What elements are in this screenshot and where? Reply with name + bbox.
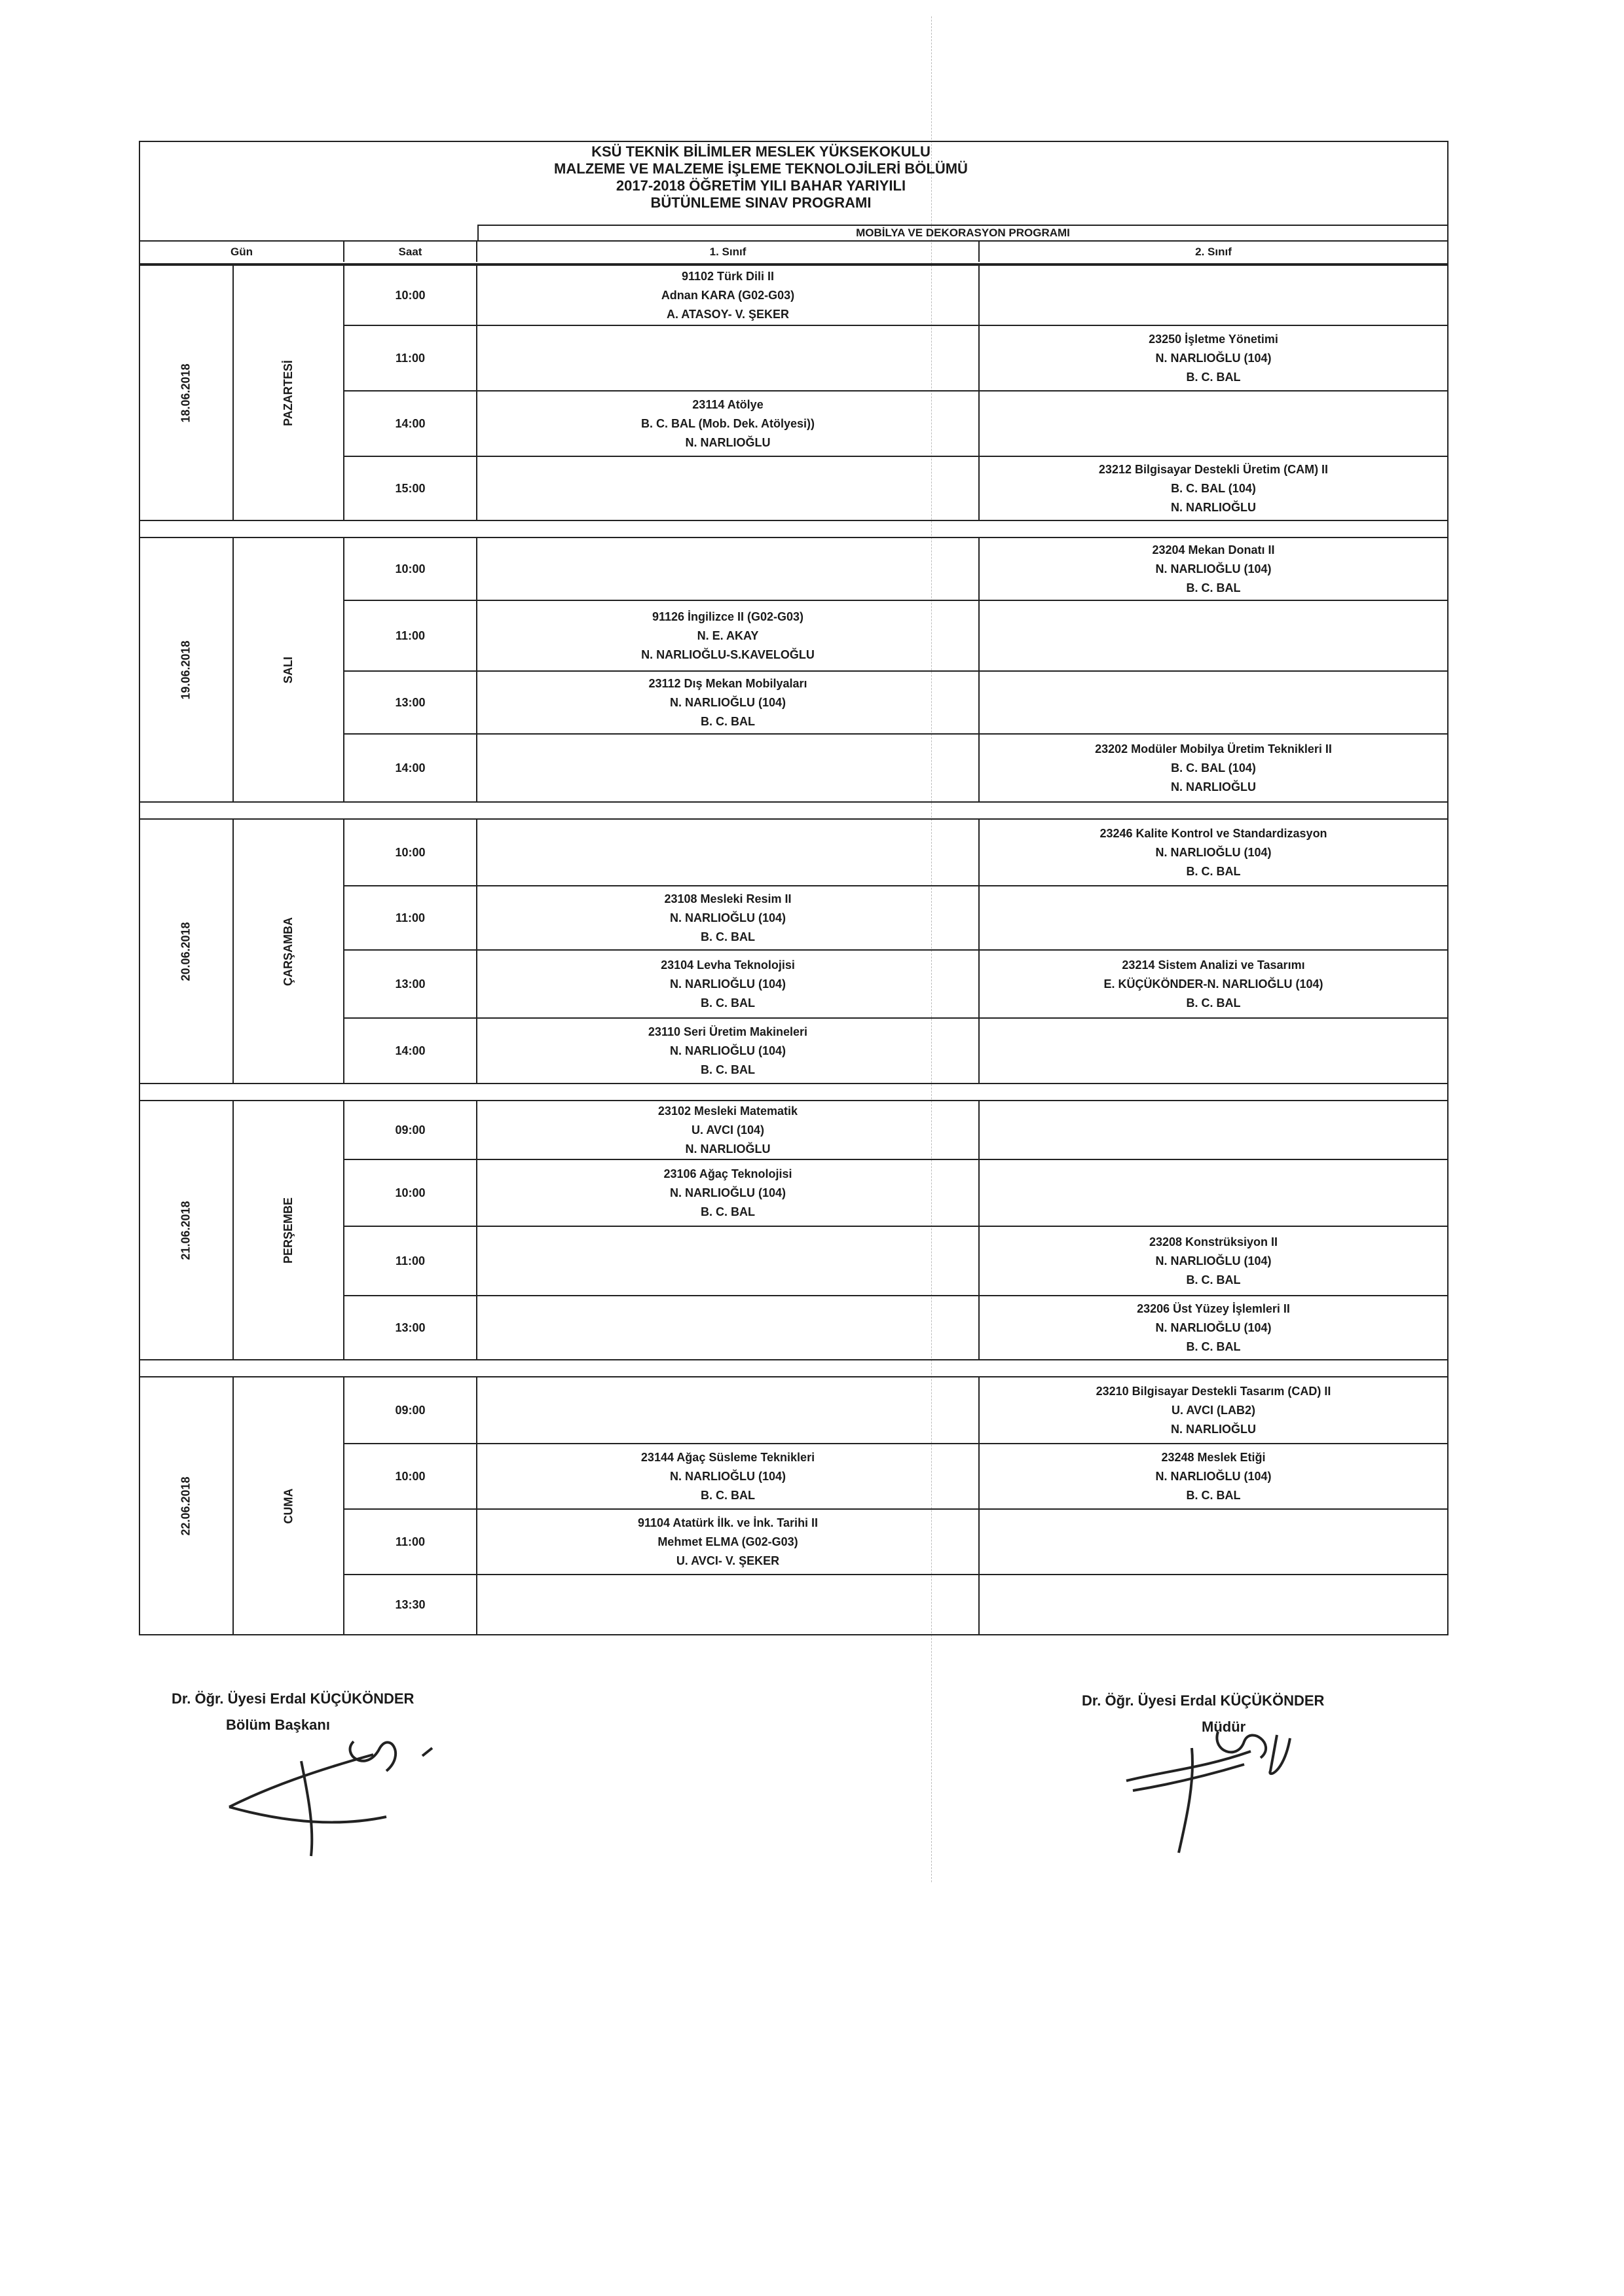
slot-time: 09:00 [344, 1101, 477, 1159]
cell-line: N. NARLIOĞLU (104) [1155, 562, 1272, 575]
cell-content [980, 1019, 1447, 1083]
cell-content [477, 392, 978, 456]
cell-content [477, 735, 978, 801]
cell-sinif2 [980, 1575, 1447, 1634]
cell-line: 23212 Bilgisayar Destekli Üretim (CAM) II [1098, 462, 1329, 476]
cell-content [980, 457, 1447, 520]
slot-time: 09:00 [344, 1377, 477, 1443]
cell-sinif1 [477, 1019, 980, 1083]
cell-line: 91126 İngilizce II (G02-G03) [652, 610, 804, 623]
cell-line: N. NARLIOĞLU (104) [669, 911, 786, 924]
cell-content [477, 1227, 978, 1295]
cell-line: Adnan KARA (G02-G03) [661, 288, 795, 302]
cell-line: B. C. BAL [1186, 1273, 1241, 1286]
cell-line: N. NARLIOĞLU [1171, 500, 1256, 514]
cell-content [477, 672, 978, 733]
day-name-label: SALI [281, 656, 295, 683]
day-separator [139, 1084, 1449, 1101]
cell-sinif2 [980, 1444, 1447, 1508]
cell-content [477, 1160, 978, 1226]
cell-content [477, 1575, 978, 1634]
cell-line: 23104 Levha Teknolojisi [661, 958, 795, 972]
cell-line: B. C. BAL (104) [1171, 481, 1256, 495]
cell-sinif1 [477, 1444, 980, 1508]
cell-line: 23248 Meslek Etiği [1161, 1450, 1266, 1464]
cell-line: N. NARLIOĞLU (104) [669, 977, 786, 991]
cell-content [477, 601, 978, 670]
cell-content [477, 1296, 978, 1359]
time-slot-row [344, 1227, 1447, 1296]
time-slot-row [344, 1575, 1447, 1634]
cell-sinif2 [980, 1296, 1447, 1359]
cell-line: 23250 İşletme Yönetimi [1149, 332, 1278, 346]
cell-line: B. C. BAL (104) [1171, 761, 1256, 774]
cell-content [477, 1101, 978, 1159]
cell-content [980, 672, 1447, 733]
cell-content [980, 538, 1447, 600]
slot-time: 10:00 [344, 266, 477, 325]
left-signature-mark [210, 1709, 458, 1859]
cell-line: N. NARLIOĞLU [685, 1142, 771, 1156]
day-name [234, 538, 344, 801]
header-line-school: KSÜ TEKNİK BİLİMLER MESLEK YÜKSEKOKULU [591, 143, 931, 160]
cell-sinif1 [477, 1227, 980, 1295]
day-date-label: 21.06.2018 [179, 1200, 193, 1260]
cell-line: 23114 Atölye [692, 397, 764, 411]
cell-sinif2 [980, 392, 1447, 456]
cell-sinif1 [477, 326, 980, 390]
cell-content [477, 457, 978, 520]
schedule-header [140, 142, 1447, 264]
time-slot-row [344, 820, 1447, 886]
time-slot-row [344, 1377, 1447, 1444]
cell-sinif2 [980, 538, 1447, 600]
slot-time: 14:00 [344, 1019, 477, 1083]
day-date-label: 18.06.2018 [179, 363, 193, 423]
cell-line: N. NARLIOĞLU (104) [1155, 1321, 1272, 1334]
cell-line: 23246 Kalite Kontrol ve Standardizasyon [1099, 826, 1327, 840]
cell-line: 23214 Sistem Analizi ve Tasarımı [1122, 958, 1305, 972]
cell-content [980, 735, 1447, 801]
cell-sinif2 [980, 1019, 1447, 1083]
col-header-sinif2: 2. Sınıf [980, 240, 1447, 262]
slot-time: 10:00 [344, 1160, 477, 1226]
cell-line: A. ATASOY- V. ŞEKER [666, 307, 790, 321]
cell-line: 23204 Mekan Donatı II [1152, 543, 1275, 556]
cell-line: N. NARLIOĞLU (104) [1155, 1254, 1272, 1267]
day-date-label: 19.06.2018 [179, 640, 193, 700]
slot-time: 13:00 [344, 1296, 477, 1359]
slot-time: 13:00 [344, 672, 477, 733]
cell-sinif1 [477, 457, 980, 520]
day-separator [139, 521, 1449, 538]
cell-sinif2 [980, 886, 1447, 949]
time-slot-row [344, 886, 1447, 951]
schedule-header-frame [139, 141, 1449, 266]
cell-line: 23144 Ağaç Süsleme Teknikleri [640, 1450, 815, 1464]
col-header-gun: Gün [140, 240, 344, 262]
cell-line: N. NARLIOĞLU [685, 435, 771, 449]
time-slot-row [344, 1160, 1447, 1227]
time-slot-row [344, 266, 1447, 326]
day-name [234, 1377, 344, 1634]
day-name-label: PERŞEMBE [282, 1197, 295, 1264]
time-slot-row [344, 1101, 1447, 1160]
cell-sinif2 [980, 1377, 1447, 1443]
day-date [140, 820, 234, 1083]
cell-line: B. C. BAL [1186, 1339, 1241, 1353]
cell-content [980, 1101, 1447, 1159]
cell-sinif1 [477, 1510, 980, 1574]
cell-sinif1 [477, 538, 980, 600]
cell-line: N. NARLIOĞLU-S.KAVELOĞLU [641, 647, 815, 661]
day-name-label: CUMA [282, 1488, 295, 1523]
cell-sinif1 [477, 266, 980, 325]
cell-sinif1 [477, 820, 980, 885]
cell-sinif2 [980, 1227, 1447, 1295]
cell-content [980, 1296, 1447, 1359]
day-date-label: 22.06.2018 [179, 1476, 193, 1536]
cell-sinif1 [477, 1377, 980, 1443]
cell-sinif2 [980, 735, 1447, 801]
cell-content [980, 1575, 1447, 1634]
day-block [139, 538, 1449, 803]
col-header-sinif1: 1. Sınıf [477, 240, 980, 262]
slot-time: 13:30 [344, 1575, 477, 1634]
cell-sinif1 [477, 735, 980, 801]
cell-line: B. C. BAL [1186, 581, 1241, 594]
cell-line: B. C. BAL [1186, 370, 1241, 384]
cell-line: N. NARLIOĞLU (104) [669, 695, 786, 709]
cell-line: N. NARLIOĞLU (104) [1155, 1469, 1272, 1483]
time-slot-row [344, 1510, 1447, 1575]
cell-sinif2 [980, 457, 1447, 520]
time-slot-row [344, 951, 1447, 1019]
cell-content [477, 951, 978, 1017]
day-blocks [139, 266, 1449, 1635]
time-slot-row [344, 1296, 1447, 1359]
cell-line: B. C. BAL [701, 996, 755, 1010]
slot-time: 14:00 [344, 392, 477, 456]
cell-content [477, 820, 978, 885]
cell-content [477, 266, 978, 325]
cell-sinif1 [477, 886, 980, 949]
day-name-label: ÇARŞAMBA [282, 917, 295, 986]
program-name: MOBİLYA VE DEKORASYON PROGRAMI [477, 225, 1447, 240]
slot-time: 11:00 [344, 1227, 477, 1295]
cell-content [477, 538, 978, 600]
cell-line: 91102 Türk Dili II [681, 269, 775, 283]
cell-content [477, 1377, 978, 1443]
cell-line: 23208 Konstrüksiyon II [1149, 1235, 1278, 1248]
day-date-label: 20.06.2018 [179, 921, 193, 981]
cell-sinif2 [980, 1510, 1447, 1574]
cell-line: N. NARLIOĞLU (104) [669, 1469, 786, 1483]
header-line-department: MALZEME VE MALZEME İŞLEME TEKNOLOJİLERİ BÖLÜMÜ [554, 160, 968, 177]
day-date [140, 1377, 234, 1634]
cell-line: B. C. BAL [701, 1205, 755, 1218]
slot-time: 10:00 [344, 538, 477, 600]
cell-line: B. C. BAL [1186, 996, 1241, 1010]
day-block [139, 266, 1449, 521]
cell-sinif1 [477, 1101, 980, 1159]
cell-line: N. NARLIOĞLU (104) [669, 1186, 786, 1199]
day-name-label: PAZARTESİ [281, 359, 295, 426]
time-slot-row [344, 672, 1447, 735]
cell-content [477, 1019, 978, 1083]
cell-line: N. NARLIOĞLU (104) [1155, 351, 1272, 365]
right-signature-mark [1113, 1712, 1310, 1856]
cell-sinif2 [980, 672, 1447, 733]
slot-time: 14:00 [344, 735, 477, 801]
time-slot-row [344, 392, 1447, 457]
cell-line: 23102 Mesleki Matematik [657, 1104, 798, 1118]
day-block [139, 1101, 1449, 1360]
cell-line: B. C. BAL [701, 1063, 755, 1076]
cell-line: B. C. BAL [701, 1488, 755, 1502]
cell-sinif2 [980, 820, 1447, 885]
cell-line: 23108 Mesleki Resim II [664, 892, 792, 905]
cell-line: B. C. BAL [1186, 1488, 1241, 1502]
cell-line: 23110 Seri Üretim Makineleri [648, 1025, 808, 1038]
cell-sinif1 [477, 1575, 980, 1634]
cell-content [980, 326, 1447, 390]
cell-line: N. NARLIOĞLU [1171, 1422, 1256, 1436]
slot-time: 11:00 [344, 886, 477, 949]
cell-sinif2 [980, 266, 1447, 325]
cell-content [980, 951, 1447, 1017]
slot-time: 11:00 [344, 326, 477, 390]
cell-content [477, 1444, 978, 1508]
left-signature-title: Bölüm Başkanı [226, 1717, 330, 1733]
cell-content [980, 1377, 1447, 1443]
exam-schedule [139, 141, 1449, 1635]
time-slot-row [344, 1019, 1447, 1083]
time-slot-row [344, 735, 1447, 801]
cell-content [980, 1227, 1447, 1295]
cell-content [980, 392, 1447, 456]
cell-line: N. E. AKAY [697, 629, 759, 642]
cell-line: 23206 Üst Yüzey İşlemleri II [1137, 1302, 1290, 1315]
time-slot-row [344, 601, 1447, 672]
cell-line: 23210 Bilgisayar Destekli Tasarım (CAD) II [1096, 1384, 1331, 1398]
slot-time: 11:00 [344, 601, 477, 670]
cell-sinif2 [980, 951, 1447, 1017]
slot-time: 10:00 [344, 1444, 477, 1508]
time-slot-row [344, 1444, 1447, 1510]
cell-line: B. C. BAL [1186, 864, 1241, 878]
cell-content [980, 886, 1447, 949]
cell-sinif1 [477, 951, 980, 1017]
day-separator [139, 803, 1449, 820]
slot-time: 15:00 [344, 457, 477, 520]
cell-line: B. C. BAL [701, 930, 755, 943]
column-headers [140, 240, 1447, 262]
day-name [234, 1101, 344, 1359]
cell-line: E. KÜÇÜKÖNDER-N. NARLIOĞLU (104) [1103, 977, 1323, 991]
cell-sinif1 [477, 672, 980, 733]
day-block [139, 820, 1449, 1084]
day-date [140, 1101, 234, 1359]
header-line-title: BÜTÜNLEME SINAV PROGRAMI [650, 194, 872, 211]
header-line-term: 2017-2018 ÖĞRETİM YILI BAHAR YARIYILI [616, 177, 906, 194]
cell-sinif1 [477, 601, 980, 670]
cell-line: U. AVCI- V. ŞEKER [676, 1554, 780, 1567]
cell-line: N. NARLIOĞLU (104) [1155, 845, 1272, 859]
left-signature-name: Dr. Öğr. Üyesi Erdal KÜÇÜKÖNDER [172, 1690, 415, 1707]
cell-line: B. C. BAL [701, 714, 755, 728]
cell-sinif2 [980, 1160, 1447, 1226]
cell-line: B. C. BAL (Mob. Dek. Atölyesi)) [640, 416, 815, 430]
cell-content [980, 266, 1447, 325]
day-separator [139, 1360, 1449, 1377]
cell-line: 91104 Atatürk İlk. ve İnk. Tarihi II [637, 1516, 819, 1529]
cell-sinif1 [477, 1296, 980, 1359]
cell-sinif2 [980, 1101, 1447, 1159]
day-date [140, 538, 234, 801]
time-slot-row [344, 326, 1447, 392]
day-date [140, 266, 234, 520]
time-slot-row [344, 457, 1447, 520]
cell-sinif2 [980, 601, 1447, 670]
cell-line: 23112 Dış Mekan Mobilyaları [648, 676, 807, 690]
day-name [234, 266, 344, 520]
cell-line: U. AVCI (104) [691, 1123, 765, 1137]
cell-line: 23106 Ağaç Teknolojisi [663, 1167, 792, 1180]
cell-content [477, 886, 978, 949]
cell-content [980, 1160, 1447, 1226]
col-header-saat: Saat [344, 240, 477, 262]
cell-line: Mehmet ELMA (G02-G03) [657, 1535, 798, 1548]
slot-time: 10:00 [344, 820, 477, 885]
cell-content [980, 601, 1447, 670]
cell-line: 23202 Modüler Mobilya Üretim Teknikleri II [1095, 742, 1332, 756]
cell-content [477, 1510, 978, 1574]
cell-content [980, 1510, 1447, 1574]
cell-line: N. NARLIOĞLU (104) [669, 1044, 786, 1057]
cell-sinif1 [477, 392, 980, 456]
cell-content [980, 820, 1447, 885]
cell-content [980, 1444, 1447, 1508]
day-name [234, 820, 344, 1083]
slot-time: 13:00 [344, 951, 477, 1017]
slot-time: 11:00 [344, 1510, 477, 1574]
time-slot-row [344, 538, 1447, 601]
cell-line: U. AVCI (LAB2) [1172, 1403, 1255, 1417]
right-signature-name: Dr. Öğr. Üyesi Erdal KÜÇÜKÖNDER [1082, 1692, 1325, 1709]
cell-sinif2 [980, 326, 1447, 390]
cell-content [477, 326, 978, 390]
right-signature-title: Müdür [1202, 1719, 1246, 1735]
day-block [139, 1377, 1449, 1635]
cell-line: N. NARLIOĞLU [1171, 780, 1256, 793]
cell-sinif1 [477, 1160, 980, 1226]
